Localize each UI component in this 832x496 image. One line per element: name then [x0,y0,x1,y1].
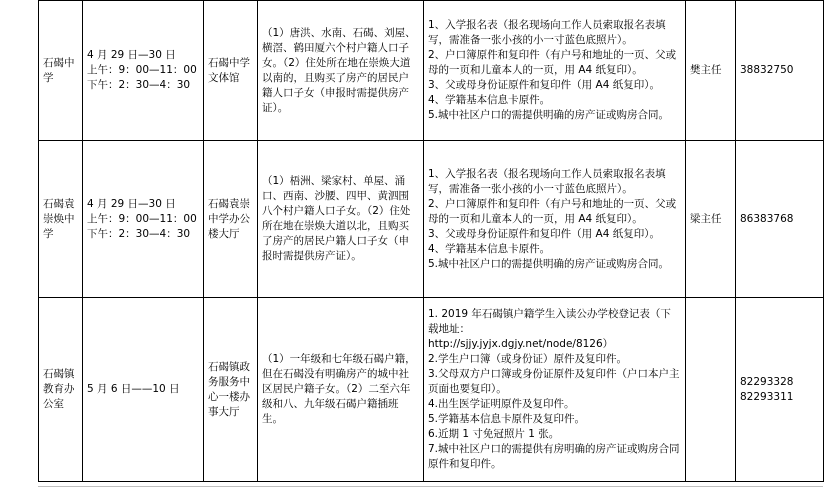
contact-cell [686,298,736,482]
page-bottom-rule [38,486,823,487]
scope-cell: （1）唐洪、水南、石碣、刘屋、横滘、鹤田厦六个村户籍人口子女。（2）住处所在地在崇焕大道以南的，且购买了房产的居民户籍人口子女（申报时需提供房产证）。 [258,1,424,141]
contact-cell: 梁主任 [686,141,736,298]
document-item: 2、户口簿原件和复印件（有户号和地址的一页、父或母的一页和儿童本人的一页，用 A4 纸复印）。 [428,49,677,76]
time-cell [83,141,204,298]
document-item: 1. 2019 年石碣镇户籍学生入读公办学校登记表（下载地址： [428,308,671,335]
document-item: http://sjjy.jyjx.dgjy.net/node/8126） [428,338,614,350]
place-cell: 石碣镇政务服务中心一楼办事大厅 [204,298,258,482]
document-item: 3、父或母身份证原件和复印件（用 A4 纸复印）。 [428,79,660,91]
document-item: 2.学生户口簿（或身份证）原件及复印件。 [428,353,628,365]
document-item: 5.城中社区户口的需提供明确的房产证或购房合同。 [428,257,670,270]
time-line: 上午：9：00—11：00 [87,64,197,76]
time-line: 下午：2：30—4：30 [87,227,191,240]
place-cell: 石碣袁崇中学办公楼大厅 [204,141,258,298]
document-item: 3、父或母身份证原件和复印件（用 A4 纸复印）。 [428,227,660,240]
table-row [39,1,824,141]
documents-cell [424,1,686,141]
phone-cell: 86383768 [736,141,824,298]
documents-cell [424,298,686,482]
phone-cell [736,298,824,482]
document-item: 4、学籍基本信息卡原件。 [428,242,551,255]
phone-cell: 38832750 [736,1,824,141]
school-cell: 石碣袁崇焕中学 [39,141,83,298]
time-line: 4 月 29 日—30 日 [87,197,176,210]
document-item: 5.城中社区户口的需提供明确的房产证或购房合同。 [428,109,670,121]
contact-cell: 樊主任 [686,1,736,141]
time-line: 上午：9：00—11：00 [87,212,197,225]
scope-cell: （1）梧洲、梁家村、单屋、涌口、西南、沙腰、四甲、黄泗围八个村户籍人口子女。（2）住处所在地在崇焕大道以北，且购买了房产的居民户籍人口子女（申报时需提供房产证）。 [258,141,424,298]
table-row [39,298,824,482]
table-row [39,141,824,298]
document-item: 4.出生医学证明原件及复印件。 [428,398,575,410]
document-item: 7.城中社区户口的需提供有房明确的房产证或购房合同原件和复印件。 [428,443,680,470]
document-item: 2、户口簿原件和复印件（有户号和地址的一页、父或母的一页和儿童本人的一页，用 A4 纸复印）。 [428,197,677,225]
school-cell: 石碣镇教育办公室 [39,298,83,482]
document-item: 3.父母双方户口簿或身份证原件及复印件（户口本户主页面也要复印）。 [428,368,680,395]
scope-cell: （1）一年级和七年级石碣户籍，但在石碣没有明确房产的城中社区居民户籍子女。（2）二至六年级和八、九年级石碣户籍插班生。 [258,298,424,482]
time-line: 5 月 6 日——10 日 [87,383,180,395]
phone-number: 82293311 [740,390,794,403]
time-cell [83,298,204,482]
document-item: 4、学籍基本信息卡原件。 [428,94,551,106]
place-cell: 石碣中学文体馆 [204,1,258,141]
documents-cell [424,141,686,298]
time-line: 下午：2：30—4：30 [87,79,191,91]
phone-number: 82293328 [740,375,794,388]
registration-table [38,0,824,482]
document-item: 6.近期 1 寸免冠照片 1 张。 [428,428,560,440]
school-cell: 石碣中学 [39,1,83,141]
document-item: 5.学籍基本信息卡原件及复印件。 [428,413,586,425]
document-item: 1、入学报名表（报名现场向工作人员索取报名表填写，需准备一张小孩的小一寸蓝色底照片）。 [428,19,666,46]
document-item: 1、入学报名表（报名现场向工作人员索取报名表填写，需准备一张小孩的小一寸蓝色底照片）。 [428,167,666,195]
time-cell [83,1,204,141]
time-line: 4 月 29 日—30 日 [87,49,176,61]
